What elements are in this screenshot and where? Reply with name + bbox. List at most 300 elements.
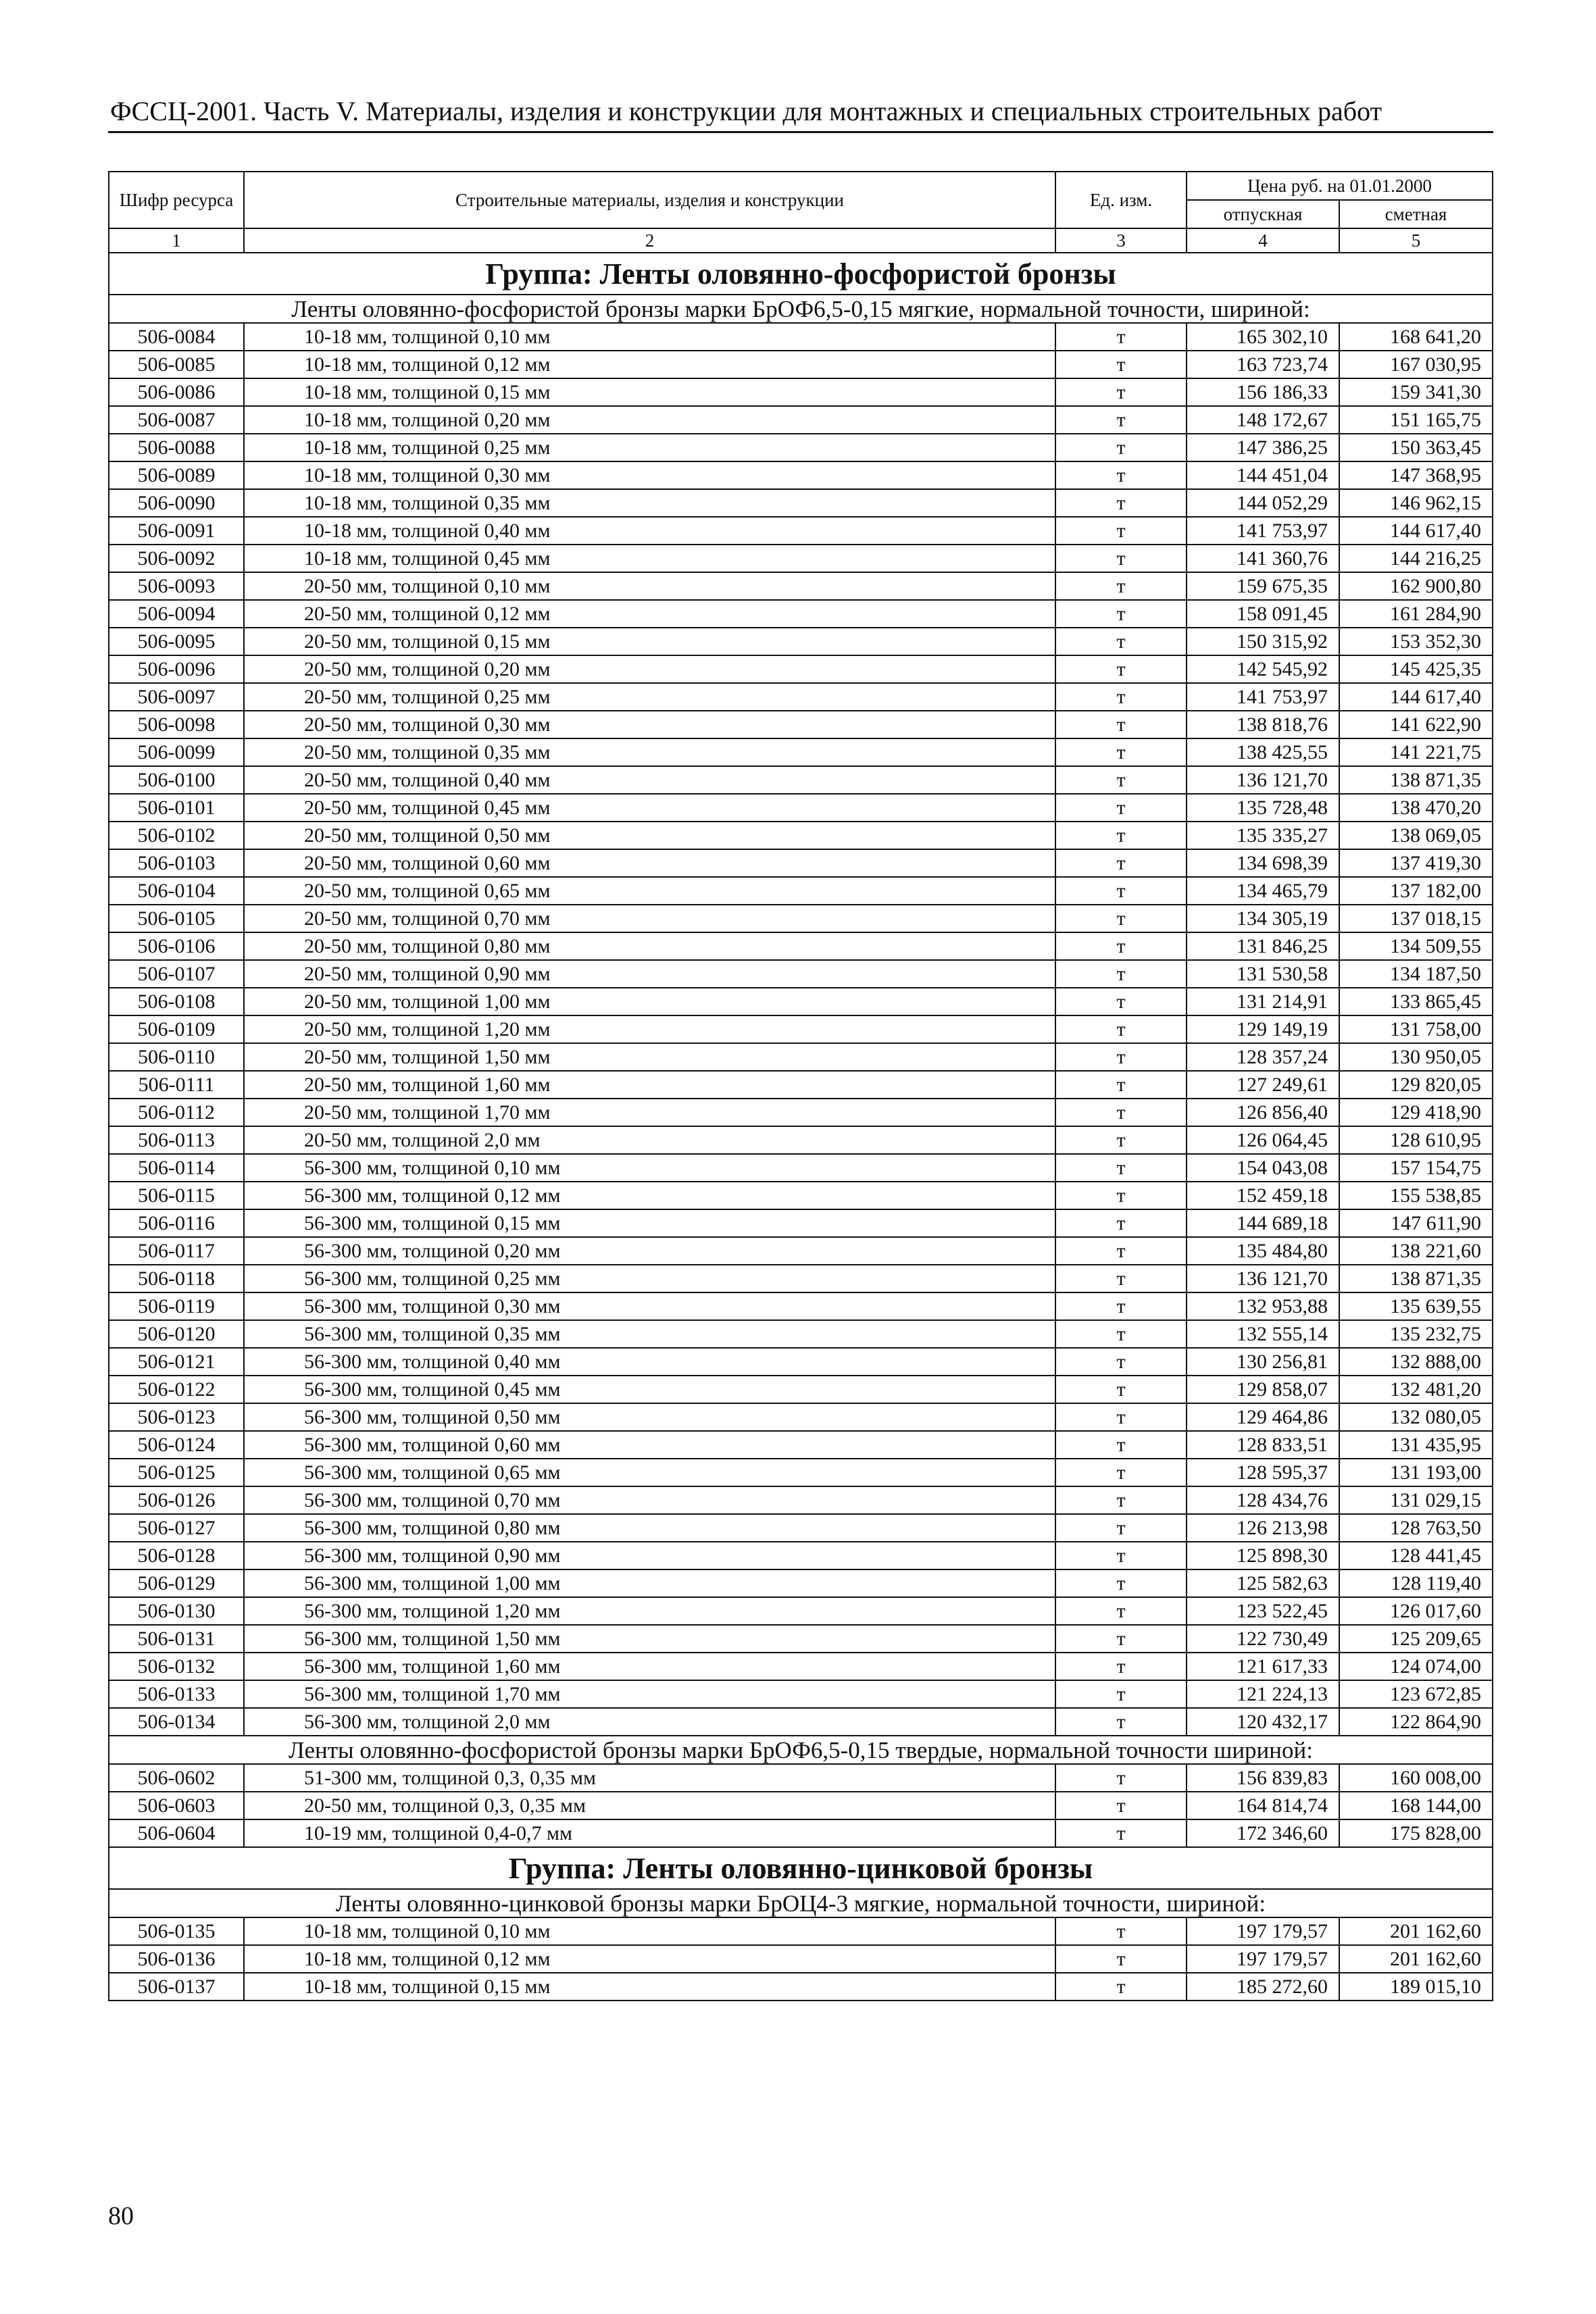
table-row xyxy=(109,683,1493,711)
item-description: 56-300 мм, толщиной 1,20 мм xyxy=(244,1597,1055,1625)
item-description: 10-18 мм, толщиной 0,40 мм xyxy=(244,517,1055,545)
item-description: 20-50 мм, толщиной 1,00 мм xyxy=(244,988,1055,1015)
header-name: Строительные материалы, изделия и конструкции xyxy=(244,172,1055,228)
item-description: 56-300 мм, толщиной 0,90 мм xyxy=(244,1542,1055,1569)
item-description: 10-18 мм, толщиной 0,10 мм xyxy=(244,1917,1055,1945)
item-description: 10-18 мм, толщиной 0,12 мм xyxy=(244,351,1055,378)
resource-code: 506-0126 xyxy=(109,1486,244,1514)
header-estimate-price: сметная xyxy=(1339,200,1493,228)
estimate-price: 132 888,00 xyxy=(1339,1348,1493,1376)
release-price: 185 272,60 xyxy=(1187,1973,1339,2001)
item-description: 10-19 мм, толщиной 0,4-0,7 мм xyxy=(244,1819,1055,1847)
estimate-price: 129 820,05 xyxy=(1339,1071,1493,1099)
estimate-price: 132 080,05 xyxy=(1339,1403,1493,1431)
release-price: 147 386,25 xyxy=(1187,434,1339,461)
item-description: 20-50 мм, толщиной 0,80 мм xyxy=(244,932,1055,960)
table-row xyxy=(109,628,1493,655)
unit: т xyxy=(1055,600,1187,628)
estimate-price: 128 441,45 xyxy=(1339,1542,1493,1569)
resource-code: 506-0097 xyxy=(109,683,244,711)
estimate-price: 138 069,05 xyxy=(1339,822,1493,849)
unit: т xyxy=(1055,932,1187,960)
table-row xyxy=(109,1542,1493,1569)
table-row xyxy=(109,1917,1493,1945)
header-release-price: отпускная xyxy=(1187,200,1339,228)
unit: т xyxy=(1055,988,1187,1015)
table-row xyxy=(109,877,1493,905)
resource-code: 506-0086 xyxy=(109,378,244,406)
release-price: 128 357,24 xyxy=(1187,1043,1339,1071)
estimate-price: 125 209,65 xyxy=(1339,1625,1493,1653)
item-description: 56-300 мм, толщиной 1,70 мм xyxy=(244,1680,1055,1708)
item-description: 20-50 мм, толщиной 0,60 мм xyxy=(244,849,1055,877)
release-price: 135 728,48 xyxy=(1187,794,1339,822)
resource-code: 506-0134 xyxy=(109,1708,244,1736)
release-price: 156 839,83 xyxy=(1187,1764,1339,1792)
resource-code: 506-0098 xyxy=(109,711,244,738)
table-row xyxy=(109,655,1493,683)
release-price: 128 434,76 xyxy=(1187,1486,1339,1514)
release-price: 131 530,58 xyxy=(1187,960,1339,988)
unit: т xyxy=(1055,1320,1187,1348)
item-description: 56-300 мм, толщиной 0,10 мм xyxy=(244,1154,1055,1182)
unit: т xyxy=(1055,905,1187,932)
unit: т xyxy=(1055,1819,1187,1847)
unit: т xyxy=(1055,1625,1187,1653)
estimate-price: 128 119,40 xyxy=(1339,1569,1493,1597)
table-row xyxy=(109,1292,1493,1320)
estimate-price: 138 871,35 xyxy=(1339,1265,1493,1292)
release-price: 165 302,10 xyxy=(1187,323,1339,351)
unit: т xyxy=(1055,1126,1187,1154)
resource-code: 506-0105 xyxy=(109,905,244,932)
header-unit: Ед. изм. xyxy=(1055,172,1187,228)
item-description: 56-300 мм, толщиной 0,12 мм xyxy=(244,1182,1055,1209)
resource-code: 506-0137 xyxy=(109,1973,244,2001)
release-price: 126 213,98 xyxy=(1187,1514,1339,1542)
item-description: 20-50 мм, толщиной 0,30 мм xyxy=(244,711,1055,738)
resource-code: 506-0092 xyxy=(109,545,244,572)
item-description: 20-50 мм, толщиной 0,12 мм xyxy=(244,600,1055,628)
item-description: 20-50 мм, толщиной 0,3, 0,35 мм xyxy=(244,1792,1055,1819)
unit: т xyxy=(1055,1431,1187,1459)
table-row xyxy=(109,1792,1493,1819)
item-description: 10-18 мм, толщиной 0,20 мм xyxy=(244,406,1055,434)
table-row xyxy=(109,849,1493,877)
item-description: 20-50 мм, толщиной 1,50 мм xyxy=(244,1043,1055,1071)
resource-code: 506-0111 xyxy=(109,1071,244,1099)
release-price: 126 064,45 xyxy=(1187,1126,1339,1154)
release-price: 136 121,70 xyxy=(1187,1265,1339,1292)
estimate-price: 134 187,50 xyxy=(1339,960,1493,988)
resource-code: 506-0133 xyxy=(109,1680,244,1708)
resource-code: 506-0120 xyxy=(109,1320,244,1348)
column-number: 1 xyxy=(109,228,244,253)
estimate-price: 144 617,40 xyxy=(1339,683,1493,711)
table-row xyxy=(109,1597,1493,1625)
table-row xyxy=(109,1653,1493,1680)
item-description: 20-50 мм, толщиной 0,70 мм xyxy=(244,905,1055,932)
item-description: 10-18 мм, толщиной 0,45 мм xyxy=(244,545,1055,572)
estimate-price: 134 509,55 xyxy=(1339,932,1493,960)
unit: т xyxy=(1055,351,1187,378)
item-description: 10-18 мм, толщиной 0,15 мм xyxy=(244,1973,1055,2001)
item-description: 20-50 мм, толщиной 1,20 мм xyxy=(244,1015,1055,1043)
release-price: 129 149,19 xyxy=(1187,1015,1339,1043)
release-price: 120 432,17 xyxy=(1187,1708,1339,1736)
resource-code: 506-0136 xyxy=(109,1945,244,1973)
unit: т xyxy=(1055,1945,1187,1973)
item-description: 51-300 мм, толщиной 0,3, 0,35 мм xyxy=(244,1764,1055,1792)
unit: т xyxy=(1055,1542,1187,1569)
resource-code: 506-0099 xyxy=(109,738,244,766)
unit: т xyxy=(1055,1597,1187,1625)
release-price: 197 179,57 xyxy=(1187,1945,1339,1973)
unit: т xyxy=(1055,517,1187,545)
resource-code: 506-0128 xyxy=(109,1542,244,1569)
item-description: 10-18 мм, толщиной 0,35 мм xyxy=(244,489,1055,517)
release-price: 141 753,97 xyxy=(1187,517,1339,545)
table-row xyxy=(109,1237,1493,1265)
resource-code: 506-0100 xyxy=(109,766,244,794)
resource-code: 506-0112 xyxy=(109,1099,244,1126)
release-price: 135 335,27 xyxy=(1187,822,1339,849)
resource-code: 506-0102 xyxy=(109,822,244,849)
release-price: 125 582,63 xyxy=(1187,1569,1339,1597)
release-price: 148 172,67 xyxy=(1187,406,1339,434)
resource-code: 506-0604 xyxy=(109,1819,244,1847)
unit: т xyxy=(1055,655,1187,683)
resource-code: 506-0117 xyxy=(109,1237,244,1265)
release-price: 121 224,13 xyxy=(1187,1680,1339,1708)
estimate-price: 157 154,75 xyxy=(1339,1154,1493,1182)
subgroup-title: Ленты оловянно-фосфористой бронзы марки БрОФ6,5-0,15 мягкие, нормальной точности, шириной: xyxy=(109,295,1493,323)
table-row xyxy=(109,1320,1493,1348)
column-number: 3 xyxy=(1055,228,1187,253)
item-description: 56-300 мм, толщиной 0,50 мм xyxy=(244,1403,1055,1431)
unit: т xyxy=(1055,822,1187,849)
table-row xyxy=(109,711,1493,738)
unit: т xyxy=(1055,323,1187,351)
unit: т xyxy=(1055,1043,1187,1071)
unit: т xyxy=(1055,1514,1187,1542)
item-description: 20-50 мм, толщиной 0,45 мм xyxy=(244,794,1055,822)
unit: т xyxy=(1055,1708,1187,1736)
release-price: 164 814,74 xyxy=(1187,1792,1339,1819)
unit: т xyxy=(1055,1348,1187,1376)
release-price: 123 522,45 xyxy=(1187,1597,1339,1625)
item-description: 56-300 мм, толщиной 0,60 мм xyxy=(244,1431,1055,1459)
resource-code: 506-0103 xyxy=(109,849,244,877)
resource-code: 506-0127 xyxy=(109,1514,244,1542)
table-row xyxy=(109,794,1493,822)
unit: т xyxy=(1055,711,1187,738)
table-row xyxy=(109,1126,1493,1154)
release-price: 158 091,45 xyxy=(1187,600,1339,628)
resource-code: 506-0107 xyxy=(109,960,244,988)
estimate-price: 128 763,50 xyxy=(1339,1514,1493,1542)
table-row xyxy=(109,988,1493,1015)
release-price: 131 846,25 xyxy=(1187,932,1339,960)
estimate-price: 126 017,60 xyxy=(1339,1597,1493,1625)
item-description: 20-50 мм, толщиной 0,35 мм xyxy=(244,738,1055,766)
resource-code: 506-0121 xyxy=(109,1348,244,1376)
resource-code: 506-0090 xyxy=(109,489,244,517)
release-price: 144 451,04 xyxy=(1187,461,1339,489)
release-price: 129 464,86 xyxy=(1187,1403,1339,1431)
unit: т xyxy=(1055,683,1187,711)
item-description: 20-50 мм, толщиной 0,15 мм xyxy=(244,628,1055,655)
table-row xyxy=(109,1764,1493,1792)
release-price: 127 249,61 xyxy=(1187,1071,1339,1099)
resource-code: 506-0113 xyxy=(109,1126,244,1154)
estimate-price: 135 232,75 xyxy=(1339,1320,1493,1348)
table-row xyxy=(109,1431,1493,1459)
resource-code: 506-0129 xyxy=(109,1569,244,1597)
table-row xyxy=(109,905,1493,932)
item-description: 20-50 мм, толщиной 0,20 мм xyxy=(244,655,1055,683)
subgroup-row xyxy=(109,1889,1493,1917)
table-row xyxy=(109,1015,1493,1043)
group-title: Группа: Ленты оловянно-цинковой бронзы xyxy=(109,1847,1493,1889)
estimate-price: 162 900,80 xyxy=(1339,572,1493,600)
unit: т xyxy=(1055,1486,1187,1514)
estimate-price: 128 610,95 xyxy=(1339,1126,1493,1154)
release-price: 172 346,60 xyxy=(1187,1819,1339,1847)
resource-code: 506-0084 xyxy=(109,323,244,351)
group-row xyxy=(109,1847,1493,1889)
item-description: 20-50 мм, толщиной 1,70 мм xyxy=(244,1099,1055,1126)
unit: т xyxy=(1055,1917,1187,1945)
item-description: 56-300 мм, толщиной 1,50 мм xyxy=(244,1625,1055,1653)
table-row xyxy=(109,572,1493,600)
table-row xyxy=(109,600,1493,628)
release-price: 163 723,74 xyxy=(1187,351,1339,378)
release-price: 131 214,91 xyxy=(1187,988,1339,1015)
table-row xyxy=(109,1071,1493,1099)
estimate-price: 146 962,15 xyxy=(1339,489,1493,517)
subgroup-title: Ленты оловянно-цинковой бронзы марки БрОЦ4-3 мягкие, нормальной точности, шириной: xyxy=(109,1889,1493,1917)
table-row xyxy=(109,1154,1493,1182)
unit: т xyxy=(1055,406,1187,434)
item-description: 20-50 мм, толщиной 0,90 мм xyxy=(244,960,1055,988)
unit: т xyxy=(1055,1653,1187,1680)
release-price: 134 698,39 xyxy=(1187,849,1339,877)
estimate-price: 131 193,00 xyxy=(1339,1459,1493,1486)
release-price: 141 753,97 xyxy=(1187,683,1339,711)
unit: т xyxy=(1055,1182,1187,1209)
table-row xyxy=(109,1376,1493,1403)
release-price: 134 465,79 xyxy=(1187,877,1339,905)
estimate-price: 145 425,35 xyxy=(1339,655,1493,683)
release-price: 141 360,76 xyxy=(1187,545,1339,572)
estimate-price: 167 030,95 xyxy=(1339,351,1493,378)
item-description: 10-18 мм, толщиной 0,15 мм xyxy=(244,378,1055,406)
unit: т xyxy=(1055,572,1187,600)
resource-code: 506-0115 xyxy=(109,1182,244,1209)
table-row xyxy=(109,1819,1493,1847)
resource-code: 506-0095 xyxy=(109,628,244,655)
estimate-price: 150 363,45 xyxy=(1339,434,1493,461)
table-row xyxy=(109,1625,1493,1653)
release-price: 128 595,37 xyxy=(1187,1459,1339,1486)
estimate-price: 144 617,40 xyxy=(1339,517,1493,545)
estimate-price: 138 221,60 xyxy=(1339,1237,1493,1265)
table-row xyxy=(109,1680,1493,1708)
group-title: Группа: Ленты оловянно-фосфористой бронзы xyxy=(109,253,1493,295)
resource-code: 506-0091 xyxy=(109,517,244,545)
subgroup-row xyxy=(109,1736,1493,1764)
resource-code: 506-0116 xyxy=(109,1209,244,1237)
resource-code: 506-0603 xyxy=(109,1792,244,1819)
release-price: 144 689,18 xyxy=(1187,1209,1339,1237)
item-description: 56-300 мм, толщиной 0,30 мм xyxy=(244,1292,1055,1320)
estimate-price: 131 029,15 xyxy=(1339,1486,1493,1514)
unit: т xyxy=(1055,1973,1187,2001)
unit: т xyxy=(1055,1015,1187,1043)
header-rule xyxy=(108,131,1493,133)
unit: т xyxy=(1055,434,1187,461)
resource-code: 506-0123 xyxy=(109,1403,244,1431)
table-row xyxy=(109,1403,1493,1431)
table-row xyxy=(109,1099,1493,1126)
estimate-price: 160 008,00 xyxy=(1339,1764,1493,1792)
table-row xyxy=(109,1209,1493,1237)
item-description: 56-300 мм, толщиной 0,20 мм xyxy=(244,1237,1055,1265)
resource-code: 506-0124 xyxy=(109,1431,244,1459)
resource-code: 506-0093 xyxy=(109,572,244,600)
release-price: 130 256,81 xyxy=(1187,1348,1339,1376)
resource-code: 506-0106 xyxy=(109,932,244,960)
item-description: 20-50 мм, толщиной 0,10 мм xyxy=(244,572,1055,600)
table-row xyxy=(109,1486,1493,1514)
unit: т xyxy=(1055,489,1187,517)
column-number: 5 xyxy=(1339,228,1493,253)
table-row xyxy=(109,545,1493,572)
release-price: 154 043,08 xyxy=(1187,1154,1339,1182)
release-price: 152 459,18 xyxy=(1187,1182,1339,1209)
item-description: 20-50 мм, толщиной 0,40 мм xyxy=(244,766,1055,794)
resource-code: 506-0135 xyxy=(109,1917,244,1945)
table-row xyxy=(109,517,1493,545)
release-price: 134 305,19 xyxy=(1187,905,1339,932)
unit: т xyxy=(1055,766,1187,794)
estimate-price: 133 865,45 xyxy=(1339,988,1493,1015)
estimate-price: 137 018,15 xyxy=(1339,905,1493,932)
release-price: 132 555,14 xyxy=(1187,1320,1339,1348)
estimate-price: 138 871,35 xyxy=(1339,766,1493,794)
estimate-price: 141 221,75 xyxy=(1339,738,1493,766)
unit: т xyxy=(1055,849,1187,877)
unit: т xyxy=(1055,960,1187,988)
table-row xyxy=(109,932,1493,960)
release-price: 159 675,35 xyxy=(1187,572,1339,600)
release-price: 197 179,57 xyxy=(1187,1917,1339,1945)
resource-code: 506-0110 xyxy=(109,1043,244,1071)
table-row xyxy=(109,1973,1493,2001)
release-price: 156 186,33 xyxy=(1187,378,1339,406)
release-price: 125 898,30 xyxy=(1187,1542,1339,1569)
resource-code: 506-0125 xyxy=(109,1459,244,1486)
unit: т xyxy=(1055,1071,1187,1099)
unit: т xyxy=(1055,461,1187,489)
estimate-price: 151 165,75 xyxy=(1339,406,1493,434)
table-row xyxy=(109,1514,1493,1542)
estimate-price: 201 162,60 xyxy=(1339,1917,1493,1945)
unit: т xyxy=(1055,738,1187,766)
item-description: 20-50 мм, толщиной 2,0 мм xyxy=(244,1126,1055,1154)
estimate-price: 161 284,90 xyxy=(1339,600,1493,628)
resource-code: 506-0104 xyxy=(109,877,244,905)
unit: т xyxy=(1055,1154,1187,1182)
release-price: 132 953,88 xyxy=(1187,1292,1339,1320)
table-row xyxy=(109,406,1493,434)
estimate-price: 201 162,60 xyxy=(1339,1945,1493,1973)
item-description: 56-300 мм, толщиной 0,70 мм xyxy=(244,1486,1055,1514)
item-description: 56-300 мм, толщиной 0,80 мм xyxy=(244,1514,1055,1542)
header-code: Шифр ресурса xyxy=(109,172,244,228)
estimate-price: 137 182,00 xyxy=(1339,877,1493,905)
unit: т xyxy=(1055,1099,1187,1126)
unit: т xyxy=(1055,1792,1187,1819)
release-price: 121 617,33 xyxy=(1187,1653,1339,1680)
estimate-price: 124 074,00 xyxy=(1339,1653,1493,1680)
estimate-price: 129 418,90 xyxy=(1339,1099,1493,1126)
item-description: 20-50 мм, толщиной 0,50 мм xyxy=(244,822,1055,849)
item-description: 20-50 мм, толщиной 1,60 мм xyxy=(244,1071,1055,1099)
unit: т xyxy=(1055,628,1187,655)
item-description: 10-18 мм, толщиной 0,12 мм xyxy=(244,1945,1055,1973)
item-description: 10-18 мм, толщиной 0,25 мм xyxy=(244,434,1055,461)
unit: т xyxy=(1055,1403,1187,1431)
estimate-price: 159 341,30 xyxy=(1339,378,1493,406)
resource-code: 506-0118 xyxy=(109,1265,244,1292)
resource-code: 506-0101 xyxy=(109,794,244,822)
table-row xyxy=(109,822,1493,849)
estimate-price: 135 639,55 xyxy=(1339,1292,1493,1320)
item-description: 56-300 мм, толщиной 0,45 мм xyxy=(244,1376,1055,1403)
item-description: 56-300 мм, толщиной 1,60 мм xyxy=(244,1653,1055,1680)
table-row xyxy=(109,1348,1493,1376)
resource-code: 506-0114 xyxy=(109,1154,244,1182)
subgroup-title: Ленты оловянно-фосфористой бронзы марки БрОФ6,5-0,15 твердые, нормальной точности шириной: xyxy=(109,1736,1493,1764)
estimate-price: 168 641,20 xyxy=(1339,323,1493,351)
resource-code: 506-0122 xyxy=(109,1376,244,1403)
item-description: 20-50 мм, толщиной 0,65 мм xyxy=(244,877,1055,905)
item-description: 10-18 мм, толщиной 0,10 мм xyxy=(244,323,1055,351)
table-row xyxy=(109,1459,1493,1486)
resource-code: 506-0602 xyxy=(109,1764,244,1792)
release-price: 138 425,55 xyxy=(1187,738,1339,766)
unit: т xyxy=(1055,1459,1187,1486)
estimate-price: 123 672,85 xyxy=(1339,1680,1493,1708)
item-description: 56-300 мм, толщиной 0,25 мм xyxy=(244,1265,1055,1292)
release-price: 135 484,80 xyxy=(1187,1237,1339,1265)
table-row xyxy=(109,1043,1493,1071)
estimate-price: 189 015,10 xyxy=(1339,1973,1493,2001)
estimate-price: 122 864,90 xyxy=(1339,1708,1493,1736)
group-row xyxy=(109,253,1493,295)
unit: т xyxy=(1055,1376,1187,1403)
column-number: 2 xyxy=(244,228,1055,253)
header-price-group: Цена руб. на 01.01.2000 xyxy=(1187,172,1493,200)
release-price: 122 730,49 xyxy=(1187,1625,1339,1653)
resource-code: 506-0087 xyxy=(109,406,244,434)
page-header-title: ФССЦ-2001. Часть V. Материалы, изделия и конструкции для монтажных и специальных строительных работ xyxy=(110,96,1382,126)
table-row xyxy=(109,461,1493,489)
unit: т xyxy=(1055,1569,1187,1597)
table-row xyxy=(109,1265,1493,1292)
